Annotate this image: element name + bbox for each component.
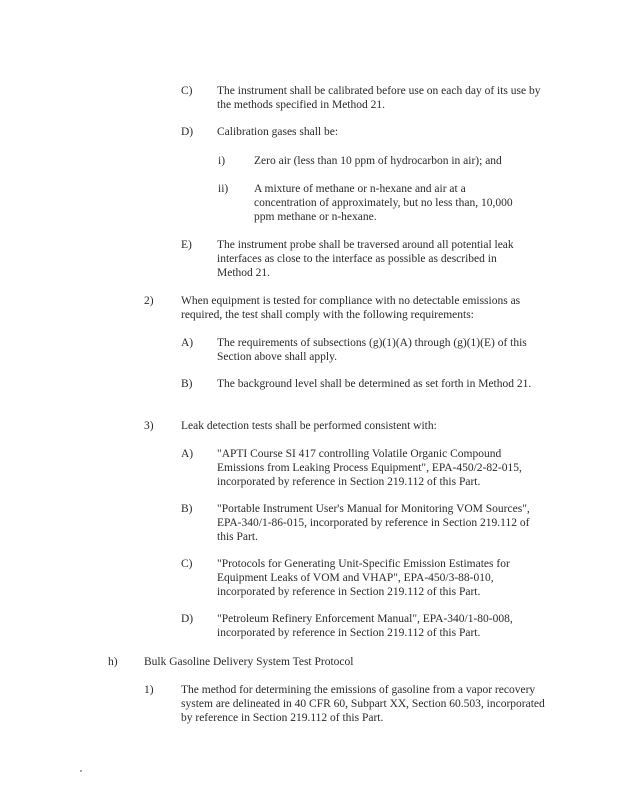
item-text: The requirements of subsections (g)(1)(A) through (g)(1)(E) of this Section above shall apply. (217, 337, 527, 363)
item-text: When equipment is tested for compliance with no detectable emissions as required, the test shall comply with the following requirements: (181, 295, 521, 321)
item-text: "Portable Instrument User's Manual for Monitoring VOM Sources", EPA-340/1-86-015, incorporated by reference in Section 219.112 of this Part. (217, 503, 530, 543)
item-label: A) (181, 448, 194, 460)
item-text: Leak detection tests shall be performed consistent with: (181, 420, 437, 432)
item-label: 3) (144, 420, 154, 432)
item-label: ii) (218, 183, 229, 195)
item-text: Zero air (less than 10 ppm of hydrocarbon in air); and (254, 155, 502, 167)
item-text: Calibration gases shall be: (217, 126, 339, 138)
item-label: C) (181, 558, 193, 570)
item-text: "Protocols for Generating Unit-Specific Emission Estimates for Equipment Leaks of VOM and VHAP", EPA-450/3-88-010, incorporated by reference in Section 219.112 of this Part. (217, 558, 510, 598)
item-label: E) (181, 239, 192, 251)
item-label: A) (181, 337, 194, 349)
item-text: "APTI Course SI 417 controlling Volatile Organic Compound Emissions from Leaking Process Equipment", EPA-450/2-82-015, incorporated by reference in Section 219.112 of this Part. (217, 448, 522, 488)
item-text: The instrument probe shall be traversed around all potential leak interfaces as close to the interface as possible as described in Method 21. (217, 239, 514, 279)
item-label: h) (108, 656, 118, 668)
item-text: The instrument shall be calibrated before use on each day of its use by the methods specified in Method 21. (217, 85, 541, 111)
item-label: B) (181, 503, 193, 515)
item-text: A mixture of methane or n-hexane and air at a concentration of approximately, but no less than, 10,000 ppm methane or n-hexane. (254, 183, 513, 223)
item-label: B) (181, 378, 193, 390)
item-text: The method for determining the emissions of gasoline from a vapor recovery system are delineated in 40 CFR 60, Subpart XX, Section 60.503, incorporated by reference in Section 219.112 of this Part. (181, 684, 545, 724)
item-label: D) (181, 613, 194, 625)
item-text: "Petroleum Refinery Enforcement Manual", EPA-340/1-80-008, incorporated by reference in Section 219.112 of this Part. (217, 613, 513, 639)
item-label: 2) (144, 295, 154, 307)
item-label: 1) (144, 684, 154, 696)
item-label: i) (218, 155, 226, 167)
item-text: Bulk Gasoline Delivery System Test Protocol (144, 656, 354, 668)
item-label: C) (181, 85, 193, 97)
item-label: D) (181, 126, 194, 138)
item-text: The background level shall be determined as set forth in Method 21. (217, 378, 532, 390)
scan-speck (80, 770, 82, 772)
